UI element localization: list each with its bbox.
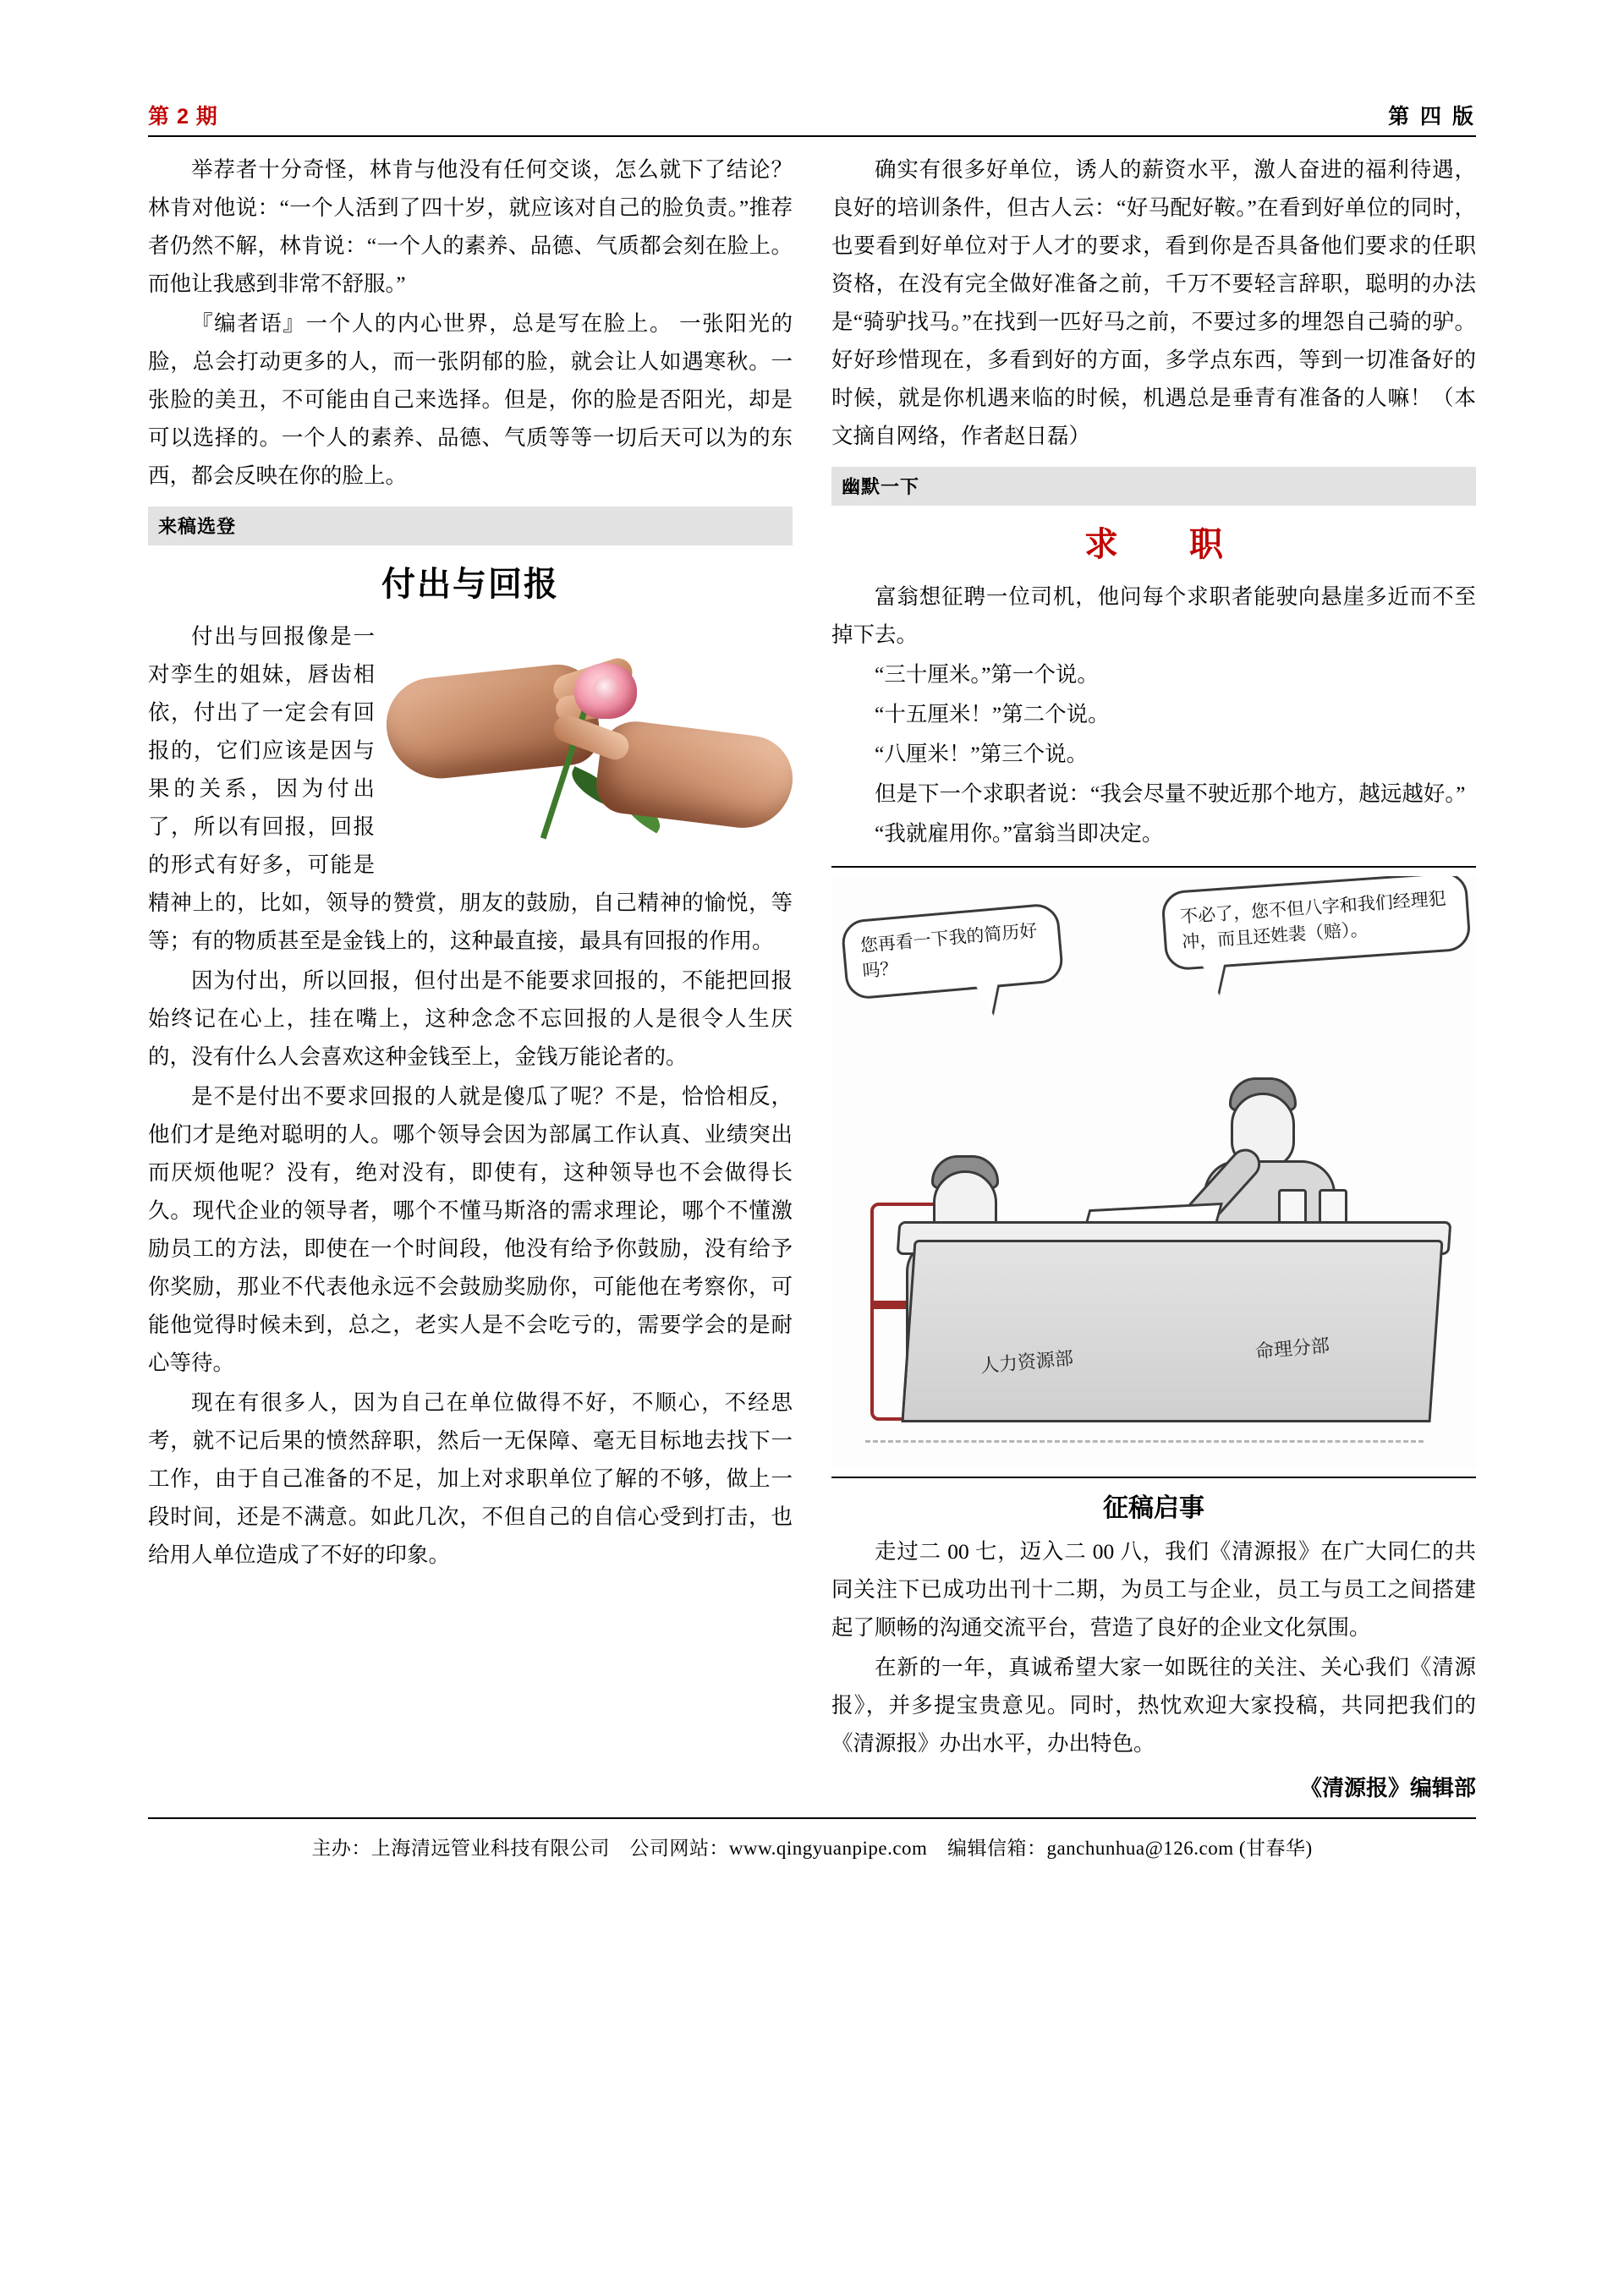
notice-signature: 《清源报》编辑部 [1299,1776,1476,1800]
article-paragraph-1: 付出与回报像是一对孪生的姐妹，唇齿相依，付出了一定会有回报的，它们应该是因与果的关系，因为付出了，所以有回报，回报的形式有好多，可能是精神上的，比如，领导的赞赏，朋友的鼓励，自己精神的愉悦，等等；有的物质甚至是金钱上的，这种最直接，最具有回报的作用。 [148,624,793,953]
hands-passing-rose-photo [387,622,793,876]
edition-number: 第 四 版 [1388,105,1476,129]
page-columns [148,151,1476,1802]
section-bar-submissions: 来稿选登 [148,507,793,545]
left-column [148,151,793,1575]
cartoon-desk-front [901,1240,1443,1422]
desk-label-hr: 人力资源部 [979,1347,1074,1377]
article-title-job: 求 职 [1084,526,1242,563]
footer-info: 主办：上海清远管业科技有限公司 公司网站：www.qingyuanpipe.com 编辑信箱：ganchunhua@126.com (甘春华) [311,1838,1313,1859]
issue-number: 第 2 期 [148,105,218,129]
joke-paragraph-2: “三十厘米。”第一个说。 [875,662,1099,687]
article-paragraph-2: 因为付出，所以回报，但付出是不能要求回报的，不能把回报始终记在心上，挂在嘴上，这种念念不忘回报的人是很令人生厌的，没有什么人会喜欢这种金钱至上，金钱万能论者的。 [148,968,793,1069]
joke-paragraph-5: 但是下一个求职者说：“我会尽量不驶近那个地方，越远越好。” [875,781,1466,806]
cartoon-ground-line [865,1423,1424,1443]
joke-paragraph-6: “我就雇用你。”富翁当即决定。 [875,821,1164,846]
notice-title: 征稿启事 [1103,1494,1204,1522]
article-title-payout: 付出与回报 [381,566,559,603]
header-divider [148,135,1476,137]
job-interview-cartoon [831,866,1476,1478]
cartoon-bubble-applicant: 您再看一下我的简历好吗？ [840,902,1064,1000]
joke-paragraph-3: “十五厘米！”第二个说。 [875,702,1110,726]
rose-flower-head [574,663,637,719]
article-paragraph-3: 是不是付出不要求回报的人就是傻瓜了呢？不是，恰恰相反，他们才是绝对聪明的人。哪个领导会因为部属工作认真、业绩突出而厌烦他呢？没有，绝对没有，即使有，这种领导也不会做得长久。现代企业的领导者，哪个不懂马斯洛的需求理论，哪个不懂激励员工的方法，即使在一个时间段，他没有给予你鼓励，没有给予你奖励，那业不代表他永远不会鼓励奖励你，可能他在考察你，可能他觉得时候未到，总之，老实人是不会吃亏的，需要学会的是耐心等待。 [148,1084,793,1375]
desk-label-fortune: 命理分部 [1254,1334,1330,1362]
left-continued-paragraph-1: 举荐者十分奇怪，林肯与他没有任何交谈，怎么就下了结论？林肯对他说：“一个人活到了四十岁，就应该对自己的脸负责。”推荐者仍然不解，林肯说：“一个人的素养、品德、气质都会刻在脸上。而他让我感到非常不舒服。” [148,157,793,296]
section-bar-humor: 幽默一下 [831,467,1476,506]
left-continued-paragraph-2: 『编者语』一个人的内心世界，总是写在脸上。 一张阳光的脸，总会打动更多的人，而一张阴郁的脸，就会让人如遇寒秋。一张脸的美丑，不可能由自己来选择。但是，你的脸是否阳光，却是可以选择的。一个人的素养、品德、气质等等一切后天可以为的东西，都会反映在你的脸上。 [148,311,793,488]
masthead [148,0,1476,135]
joke-paragraph-4: “八厘米！”第三个说。 [875,742,1089,766]
right-continued-paragraph: 确实有很多好单位，诱人的薪资水平，激人奋进的福利待遇，良好的培训条件，但古人云：“好马配好鞍。”在看到好单位的同时，也要看到好单位对于人才的要求，看到你是否具备他们要求的任职资格，在没有完全做好准备之前，千万不要轻言辞职，聪明的办法是“骑驴找马。”在找到一匹好马之前，不要过多的埋怨自己骑的驴。好好珍惜现在，多看到好的方面，多学点东西，等到一切准备好的时候，就是你机遇来临的时候，机遇总是垂青有准备的人嘛！（本文摘自网络，作者赵日磊） [831,157,1476,448]
notice-paragraph-2: 在新的一年，真诚希望大家一如既往的关注、关心我们《清源报》，并多提宝贵意见。同时，热忱欢迎大家投稿，共同把我们的《清源报》办出水平，办出特色。 [831,1655,1476,1756]
notice-paragraph-1: 走过二 00 七，迈入二 00 八，我们《清源报》在广大同仁的共同关注下已成功出刊十二期，为员工与企业，员工与员工之间搭建起了顺畅的沟通交流平台，营造了良好的企业文化氛围。 [831,1539,1476,1640]
right-column [831,151,1476,1802]
cartoon-bubble-interviewer: 不必了，您不但八字和我们经理犯冲，而且还姓裴（赔）。 [1160,876,1472,972]
joke-paragraph-1: 富翁想征聘一位司机，他问每个求职者能驶向悬崖多近而不至掉下去。 [831,584,1476,647]
article-paragraph-4: 现在有很多人，因为自己在单位做得不好，不顺心，不经思考，就不记后果的愤然辞职，然后一无保障、毫无目标地去找下一工作，由于自己准备的不足，加上对求职单位了解的不够，做上一段时间，还是不满意。如此几次，不但自己的自信心受到打击，也给用人单位造成了不好的印象。 [148,1390,793,1567]
